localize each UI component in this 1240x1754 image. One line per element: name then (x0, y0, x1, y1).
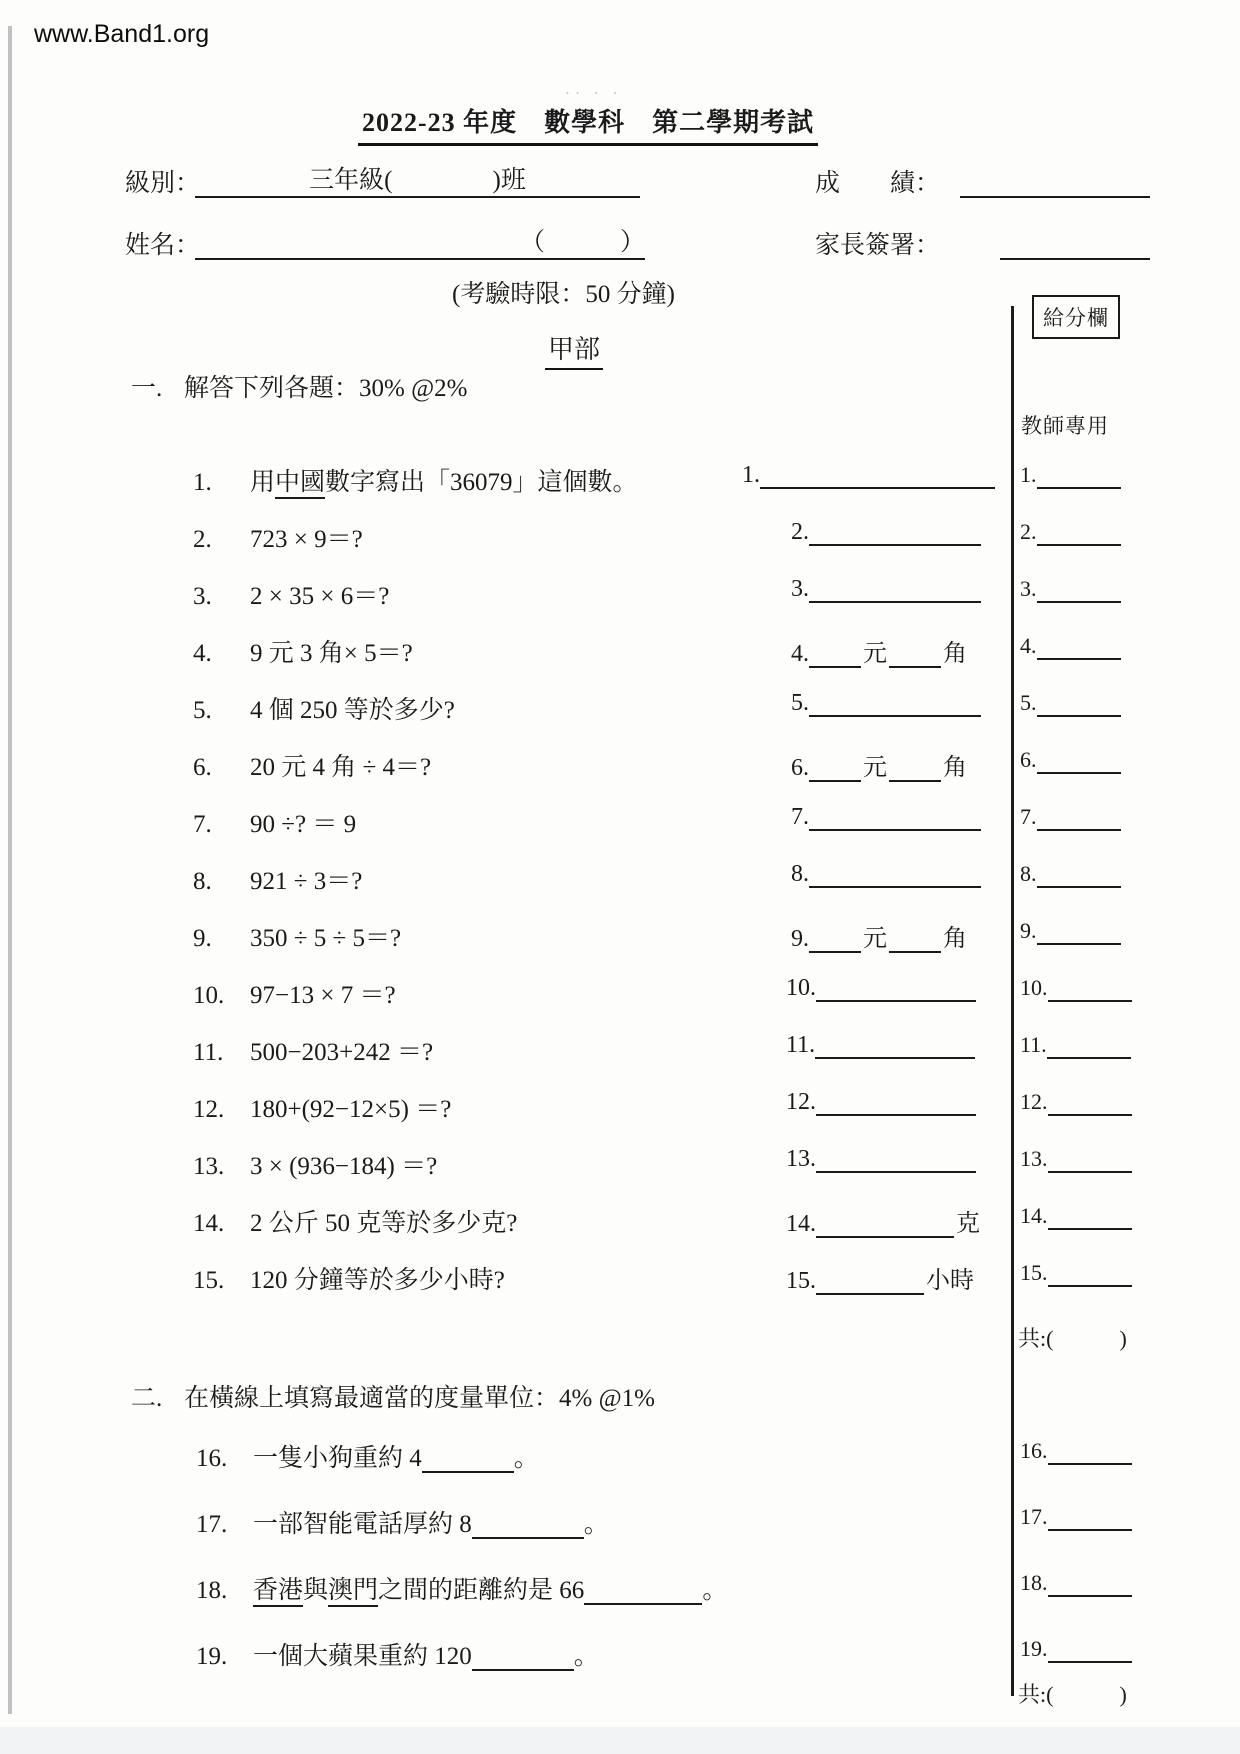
question-number: 14. (193, 1210, 225, 1237)
teacher-number: 7. (1020, 804, 1037, 829)
question-text: 2 公斤 50 克等於多少克? (250, 1210, 518, 1237)
answer-unit: 克 (956, 1211, 980, 1237)
answer-number: 7. (791, 804, 809, 830)
teacher-number: 8. (1020, 861, 1037, 886)
answer-slot (786, 1146, 976, 1173)
section-instruction: 在橫線上填寫最適當的度量單位：4% @1% (184, 1385, 655, 1412)
teacher-slot (1020, 975, 1132, 1002)
section-two-subtotal: 共:( ) (1018, 1682, 1127, 1707)
answer-number: 2. (791, 519, 809, 545)
teacher-number: 5. (1020, 690, 1037, 715)
underlined-term: 中國 (275, 469, 325, 499)
question-number: 10. (193, 982, 225, 1009)
teacher-number: 11. (1020, 1032, 1047, 1057)
answer-number: 5. (791, 690, 809, 716)
teacher-slot (1020, 690, 1121, 717)
teacher-number: 15. (1020, 1260, 1048, 1285)
answer-slot (786, 1203, 982, 1238)
answer-slot (791, 747, 969, 782)
class-label: 級別： (125, 170, 201, 197)
answer-unit: 角 (943, 926, 967, 952)
answer-unit: 元 (863, 755, 887, 781)
answer-unit: 小時 (926, 1268, 974, 1294)
answer-slot (791, 861, 981, 888)
teacher-line (1048, 1275, 1132, 1287)
question-number: 11. (193, 1039, 224, 1066)
section-a-heading: 甲部 (545, 329, 603, 370)
question-number: 8. (193, 868, 212, 895)
teacher-slot (1020, 633, 1121, 660)
answer-number: 4. (791, 641, 809, 667)
score-label: 成 績： (815, 170, 941, 197)
class-blank (195, 160, 640, 198)
teacher-line (1037, 648, 1121, 660)
teacher-slot (1020, 747, 1121, 774)
question-row (196, 1504, 609, 1540)
class-value: 三年級( )班 (309, 167, 526, 194)
teacher-slot (1020, 1438, 1132, 1465)
teacher-number: 1. (1020, 462, 1037, 487)
teacher-slot (1020, 861, 1121, 888)
question-row (193, 918, 401, 954)
teacher-number: 19. (1020, 1636, 1048, 1661)
score-blank (960, 162, 1150, 198)
question-text: 180+(92−12×5) ＝? (250, 1096, 452, 1123)
teacher-number: 6. (1020, 747, 1037, 772)
teacher-column-label: 教師專用 (1021, 414, 1109, 438)
question-row (193, 690, 455, 726)
question-text: 用中國數字寫出「36079」這個數。 (250, 469, 638, 499)
question-row (196, 1636, 599, 1672)
name-paren: （ ） (519, 229, 645, 256)
name-blank (195, 222, 645, 260)
question-text: 一隻小狗重約 4 。 (253, 1445, 539, 1472)
answer-unit: 角 (943, 641, 967, 667)
answer-line (809, 534, 981, 546)
teacher-slot (1020, 1636, 1132, 1663)
teacher-slot (1020, 1032, 1131, 1059)
teacher-slot (1020, 804, 1121, 831)
teacher-number: 9. (1020, 918, 1037, 943)
answer-slot (742, 462, 995, 489)
teacher-line (1048, 1104, 1132, 1116)
answer-line (816, 1283, 924, 1295)
answer-line (889, 656, 941, 668)
teacher-line (1037, 591, 1121, 603)
teacher-line (1037, 705, 1121, 717)
teacher-slot (1020, 918, 1121, 945)
teacher-line (1048, 1161, 1132, 1173)
question-row (193, 1146, 437, 1182)
question-text: 350 ÷ 5 ÷ 5＝? (250, 925, 402, 952)
answer-slot (791, 804, 981, 831)
teacher-line (1048, 990, 1132, 1002)
answer-line (815, 1047, 975, 1059)
question-number: 9. (193, 925, 212, 952)
teacher-number: 12. (1020, 1089, 1048, 1114)
question-row (193, 1203, 517, 1239)
teacher-line (1037, 534, 1121, 546)
teacher-number: 13. (1020, 1146, 1048, 1171)
question-number: 12. (193, 1096, 225, 1123)
teacher-line (1037, 819, 1121, 831)
answer-unit: 元 (863, 641, 887, 667)
teacher-number: 17. (1020, 1504, 1048, 1529)
answer-number: 6. (791, 755, 809, 781)
answer-line (809, 705, 981, 717)
teacher-slot (1020, 1146, 1132, 1173)
answer-number: 12. (786, 1089, 816, 1115)
question-text: 9 元 3 角× 5＝? (250, 640, 413, 667)
answer-unit: 角 (943, 755, 967, 781)
question-row (193, 861, 362, 897)
teacher-line (1037, 933, 1121, 945)
answer-number: 10. (786, 975, 816, 1001)
underlined-term: 香港 (253, 1577, 303, 1607)
teacher-line (1048, 1519, 1132, 1531)
question-text: 90 ÷? ＝ 9 (250, 811, 357, 838)
question-number: 6. (193, 754, 212, 781)
teacher-number: 2. (1020, 519, 1037, 544)
question-number: 2. (193, 526, 212, 553)
teacher-line (1048, 1218, 1132, 1230)
answer-line (816, 1161, 976, 1173)
teacher-number: 3. (1020, 576, 1037, 601)
answer-line (816, 1104, 976, 1116)
section-number: 二. (131, 1385, 163, 1412)
answer-slot (786, 975, 976, 1002)
answer-line (889, 770, 941, 782)
question-number: 18. (196, 1577, 228, 1604)
question-text: 921 ÷ 3＝? (250, 868, 363, 895)
scan-smudge: ·· · · (565, 86, 623, 102)
section-one-subtotal: 共:( ) (1018, 1326, 1127, 1351)
answer-line (809, 876, 981, 888)
time-limit: (考驗時限：50 分鐘) (452, 281, 675, 308)
answer-number: 3. (791, 576, 809, 602)
answer-number: 15. (786, 1268, 816, 1294)
answer-unit: 元 (863, 926, 887, 952)
watermark: www.Band1.org (34, 20, 210, 48)
question-number: 17. (196, 1511, 228, 1538)
question-text: 4 個 250 等於多少? (250, 697, 455, 724)
exam-title: 2022-23 年度 數學科 第二學期考試 (358, 102, 818, 146)
teacher-slot (1020, 462, 1121, 489)
question-row (193, 804, 356, 840)
answer-slot (786, 1032, 975, 1059)
teacher-slot (1020, 1504, 1132, 1531)
question-number: 13. (193, 1153, 225, 1180)
teacher-slot (1020, 1203, 1132, 1230)
question-text: 120 分鐘等於多少小時? (250, 1267, 505, 1294)
answer-number: 8. (791, 861, 809, 887)
question-row (193, 1089, 451, 1125)
answer-number: 14. (786, 1211, 816, 1237)
question-number: 1. (193, 469, 212, 496)
question-text: 20 元 4 角 ÷ 4＝? (250, 754, 432, 781)
teacher-line (1037, 762, 1121, 774)
answer-line (809, 656, 861, 668)
answer-number: 9. (791, 926, 809, 952)
question-number: 5. (193, 697, 212, 724)
teacher-number: 4. (1020, 633, 1037, 658)
question-number: 16. (196, 1445, 228, 1472)
parent-sign-blank (1000, 224, 1150, 260)
teacher-slot (1020, 1570, 1132, 1597)
question-row (193, 576, 389, 612)
question-number: 7. (193, 811, 212, 838)
question-row (193, 975, 396, 1011)
fill-in-blank (584, 1593, 702, 1605)
teacher-number: 18. (1020, 1570, 1048, 1595)
question-row (196, 1438, 539, 1474)
page-edge-shadow (8, 26, 12, 1714)
fill-in-blank (422, 1461, 514, 1473)
teacher-number: 16. (1020, 1438, 1048, 1463)
teacher-line (1048, 1453, 1132, 1465)
answer-slot (791, 576, 981, 603)
teacher-column-divider (1011, 306, 1014, 1696)
section-instruction: 解答下列各題：30% @2% (184, 375, 468, 402)
name-label: 姓名： (125, 232, 201, 259)
answer-number: 13. (786, 1146, 816, 1172)
answer-line (809, 819, 981, 831)
teacher-slot (1020, 1089, 1132, 1116)
answer-slot (791, 690, 981, 717)
answer-line (816, 990, 976, 1002)
fill-in-blank (472, 1659, 574, 1671)
section-two-heading (131, 1378, 655, 1414)
answer-line (816, 1226, 954, 1238)
question-text: 香港與澳門之間的距離約是 66 。 (253, 1577, 727, 1604)
answer-number: 1. (742, 462, 760, 488)
answer-line (809, 941, 861, 953)
teacher-line (1037, 477, 1121, 489)
answer-line (809, 591, 981, 603)
underlined-term: 澳門 (328, 1577, 378, 1607)
question-number: 4. (193, 640, 212, 667)
question-text: 一個大蘋果重約 120 。 (253, 1643, 599, 1670)
question-row (193, 633, 413, 669)
question-text: 500−203+242 ＝? (250, 1039, 434, 1066)
answer-number: 11. (786, 1032, 816, 1058)
question-row (193, 747, 431, 783)
question-number: 19. (196, 1643, 228, 1670)
fill-in-blank (472, 1527, 584, 1539)
question-number: 3. (193, 583, 212, 610)
answer-slot (791, 633, 969, 668)
question-text: 723 × 9＝? (250, 526, 363, 553)
question-row (193, 462, 638, 498)
teacher-line (1048, 1651, 1132, 1663)
parent-sign-label: 家長簽署： (815, 232, 941, 259)
answer-line (809, 770, 861, 782)
teacher-number: 10. (1020, 975, 1048, 1000)
answer-slot (786, 1260, 976, 1295)
question-text: 3 × (936−184) ＝? (250, 1153, 438, 1180)
answer-line (889, 941, 941, 953)
teacher-line (1037, 876, 1121, 888)
section-one-heading (131, 368, 467, 404)
teacher-line (1047, 1047, 1131, 1059)
page-footer-strip (0, 1727, 1240, 1754)
question-row (193, 1032, 433, 1068)
teacher-slot (1020, 576, 1121, 603)
section-number: 一. (131, 375, 163, 402)
question-text: 97−13 × 7 ＝? (250, 982, 396, 1009)
question-row (193, 1260, 505, 1296)
teacher-slot (1020, 519, 1121, 546)
answer-line (760, 477, 995, 489)
question-text: 2 × 35 × 6＝? (250, 583, 390, 610)
question-number: 15. (193, 1267, 225, 1294)
question-row (193, 519, 363, 555)
question-row (196, 1570, 727, 1606)
question-text: 一部智能電話厚約 8 。 (253, 1511, 609, 1538)
teacher-slot (1020, 1260, 1132, 1287)
score-box: 給分欄 (1032, 295, 1120, 339)
teacher-number: 14. (1020, 1203, 1048, 1228)
answer-slot (791, 918, 969, 953)
teacher-line (1048, 1585, 1132, 1597)
answer-slot (786, 1089, 976, 1116)
answer-slot (791, 519, 981, 546)
